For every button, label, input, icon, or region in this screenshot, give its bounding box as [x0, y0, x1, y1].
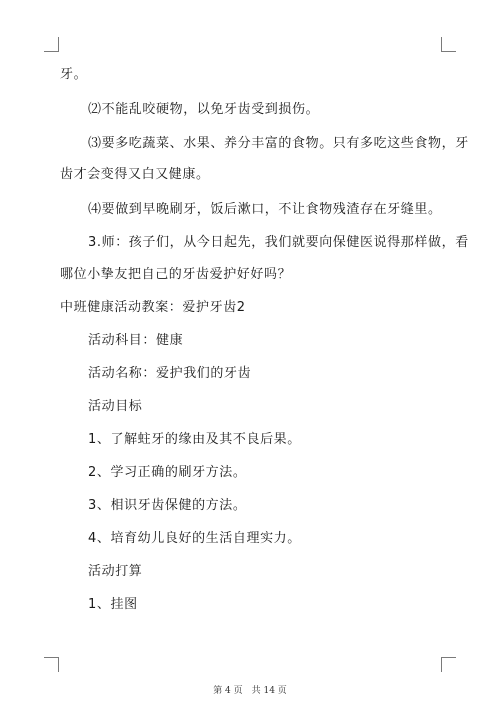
body-line: 牙。	[60, 67, 88, 82]
body-line: 哪位小挚友把自己的牙齿爱护好好吗？	[60, 267, 292, 282]
page-number-footer: 第 4 页 共 14 页	[213, 686, 287, 696]
body-line: 活动打算	[88, 564, 143, 579]
crop-mark-bottom-right	[441, 657, 456, 672]
crop-mark-top-right	[441, 37, 456, 52]
crop-mark-top-left	[44, 37, 59, 52]
list-item: 2、学习正确的刷牙方法。	[88, 465, 247, 480]
list-item: 3、相识牙齿保健的方法。	[88, 498, 247, 513]
section-heading: 中班健康活动教案：爱护牙齿2	[60, 300, 246, 315]
crop-mark-bottom-left	[44, 657, 59, 672]
body-line: 3.师：孩子们，从今日起先，我们就要向保健医说得那样做，看	[88, 235, 469, 250]
body-line: 活动科目：健康	[88, 333, 184, 348]
list-item: 1、了解蛀牙的缘由及其不良后果。	[88, 432, 301, 447]
body-line: 活动名称：爱护我们的牙齿	[88, 366, 252, 381]
list-item: 4、培育幼儿良好的生活自理实力。	[88, 531, 301, 546]
body-line: ⑷要做到早晚刷牙，饭后漱口，不让食物残渣存在牙缝里。	[88, 202, 442, 217]
body-line: ⑵不能乱咬硬物，以免牙齿受到损伤。	[88, 102, 320, 117]
body-line: 活动目标	[88, 399, 143, 414]
list-item: 1、挂图	[88, 597, 138, 612]
body-line: 齿才会变得又白又健康。	[60, 167, 210, 182]
body-line: ⑶要多吃蔬菜、水果、养分丰富的食物。只有多吃这些食物，牙	[88, 136, 469, 151]
